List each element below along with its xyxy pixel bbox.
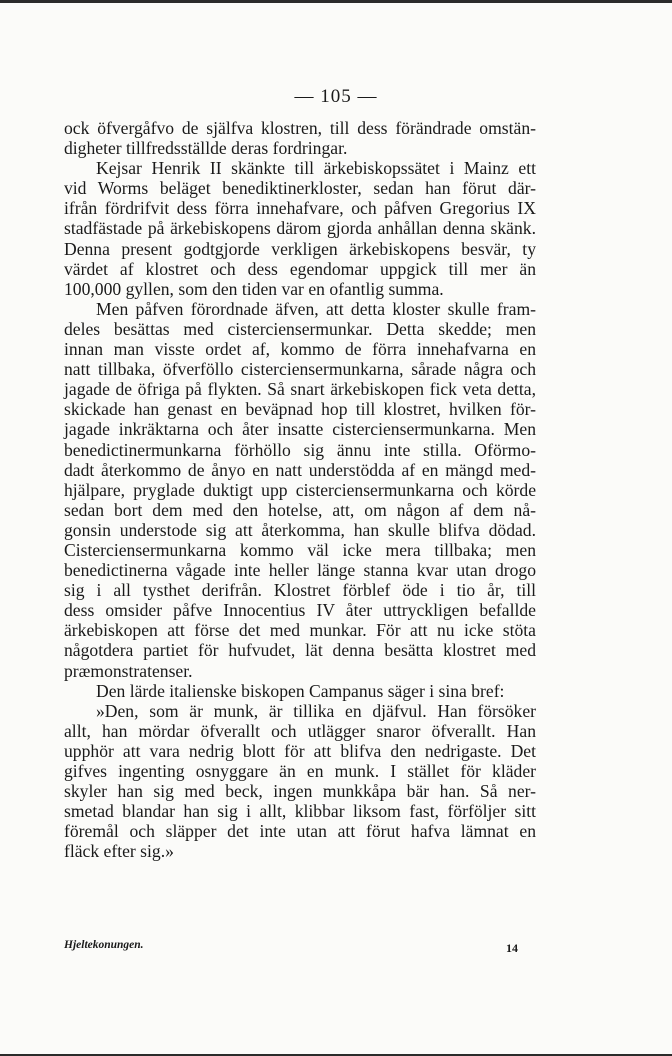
text-line: Denna present godtgjorde verkligen ärkebiskopens besvär, ty <box>64 238 536 259</box>
body-text <box>64 118 536 861</box>
text-line: allt, han mördar öfverallt och utlägger snaror öfverallt. Han <box>64 720 536 741</box>
text-line: smetad blandar han sig i allt, klibbar liksom fast, förföljer sitt <box>64 801 536 822</box>
page-top-edge <box>0 0 672 3</box>
text-line: gonsin understode sig att återkomma, han skulle blifva dödad. <box>64 519 536 540</box>
text-line: sedan bort dem med den hotelse, att, om någon af dem nå- <box>64 499 536 520</box>
text-line: skyler han sig med beck, ingen munkkåpa bär han. Så ner- <box>64 781 536 802</box>
text-line: föremål och släpper det inte utan att förut hafva lämnat en <box>64 821 536 842</box>
text-line: vid Worms beläget benediktinerkloster, sedan han förut där- <box>64 178 536 199</box>
paragraph <box>64 299 536 681</box>
text-line: ifrån fördrifvit dess förra innehafvare, och påfven Gregorius IX <box>64 198 536 219</box>
text-line: hjälpare, pryglade duktigt upp cisterciensermunkarna och körde <box>64 479 536 500</box>
text-line: ock öfvergåfvo de själfva klostren, till dess förändrade omstän- <box>64 118 536 138</box>
text-line: stadfästade på ärkebiskopens därom gjorda anhållan denna skänk. <box>64 218 536 239</box>
text-line: upphör att vara nedrig blott för att blifva den nedrigaste. Det <box>64 740 536 761</box>
text-line: »Den, som är munk, är tillika en djäfvul. Han försöker <box>96 700 536 721</box>
text-line: Cisterciensermunkarna kommo väl icke mera tillbaka; men <box>64 539 536 560</box>
text-line: fläck efter sig.» <box>64 841 174 862</box>
footer-signature: Hjeltekonungen. <box>64 939 144 951</box>
text-line: natt tillbaka, öfverföllo cisterciensermunkarna, sårade några och <box>64 359 536 380</box>
text-line: præmonstratenser. <box>64 660 193 681</box>
text-line: jagade inkräktarna och åter insatte cisterciensermunkarna. Men <box>64 419 536 440</box>
paragraph <box>64 701 536 862</box>
text-line: jagade de öfriga på flykten. Så snart ärkebiskopen fick veta detta, <box>64 379 536 400</box>
text-line: skickade han genast en beväpnad hop till klostret, hvilken för- <box>64 399 536 420</box>
footer-sheet-number: 14 <box>506 941 518 955</box>
text-line: sig i all tysthet derifrån. Klostret förblef öde i tio år, till <box>64 580 536 601</box>
text-line: benedictinermunkarna förhöllo sig ännu inte stilla. Oförmo- <box>64 439 536 460</box>
text-line: innan man visste ordet af, kommo de förra innehafvarna en <box>64 339 536 360</box>
text-line: deles besättas med cisterciensermunkar. Detta skedde; men <box>64 318 536 339</box>
text-line: digheter tillfredsställde deras fordringar. <box>64 138 348 159</box>
text-line: Kejsar Henrik II skänkte till ärkebiskopssätet i Mainz ett <box>96 158 536 179</box>
text-line: ärkebiskopen att förse det med munkar. För att nu icke stöta <box>64 620 536 641</box>
paragraph <box>64 118 536 158</box>
text-line: Men påfven förordnade äfven, att detta kloster skulle fram- <box>96 298 536 319</box>
paragraph <box>64 158 536 299</box>
text-line: dadt återkommo de ånyo en natt understödda af en mängd med- <box>64 459 536 480</box>
text-line: gifves ingenting osnyggare än en munk. I stället för kläder <box>64 761 536 781</box>
text-line: dess omsider påfve Innocentius IV åter uttryckligen befallde <box>64 600 536 621</box>
text-line: Den lärde italienske biskopen Campanus säger i sina bref: <box>96 680 505 701</box>
page-number: — 105 — <box>294 86 378 107</box>
text-line: benedictinerna vågade inte heller länge stanna kvar utan drogo <box>64 560 536 581</box>
text-line: värdet af klostret och dess egendomar uppgick till mer än <box>64 258 536 279</box>
text-line: någotdera partiet för hufvudet, lät denna besätta klostret med <box>64 640 536 661</box>
text-line: 100,000 gyllen, som den tiden var en ofantlig summa. <box>64 278 444 299</box>
paragraph <box>64 681 536 701</box>
